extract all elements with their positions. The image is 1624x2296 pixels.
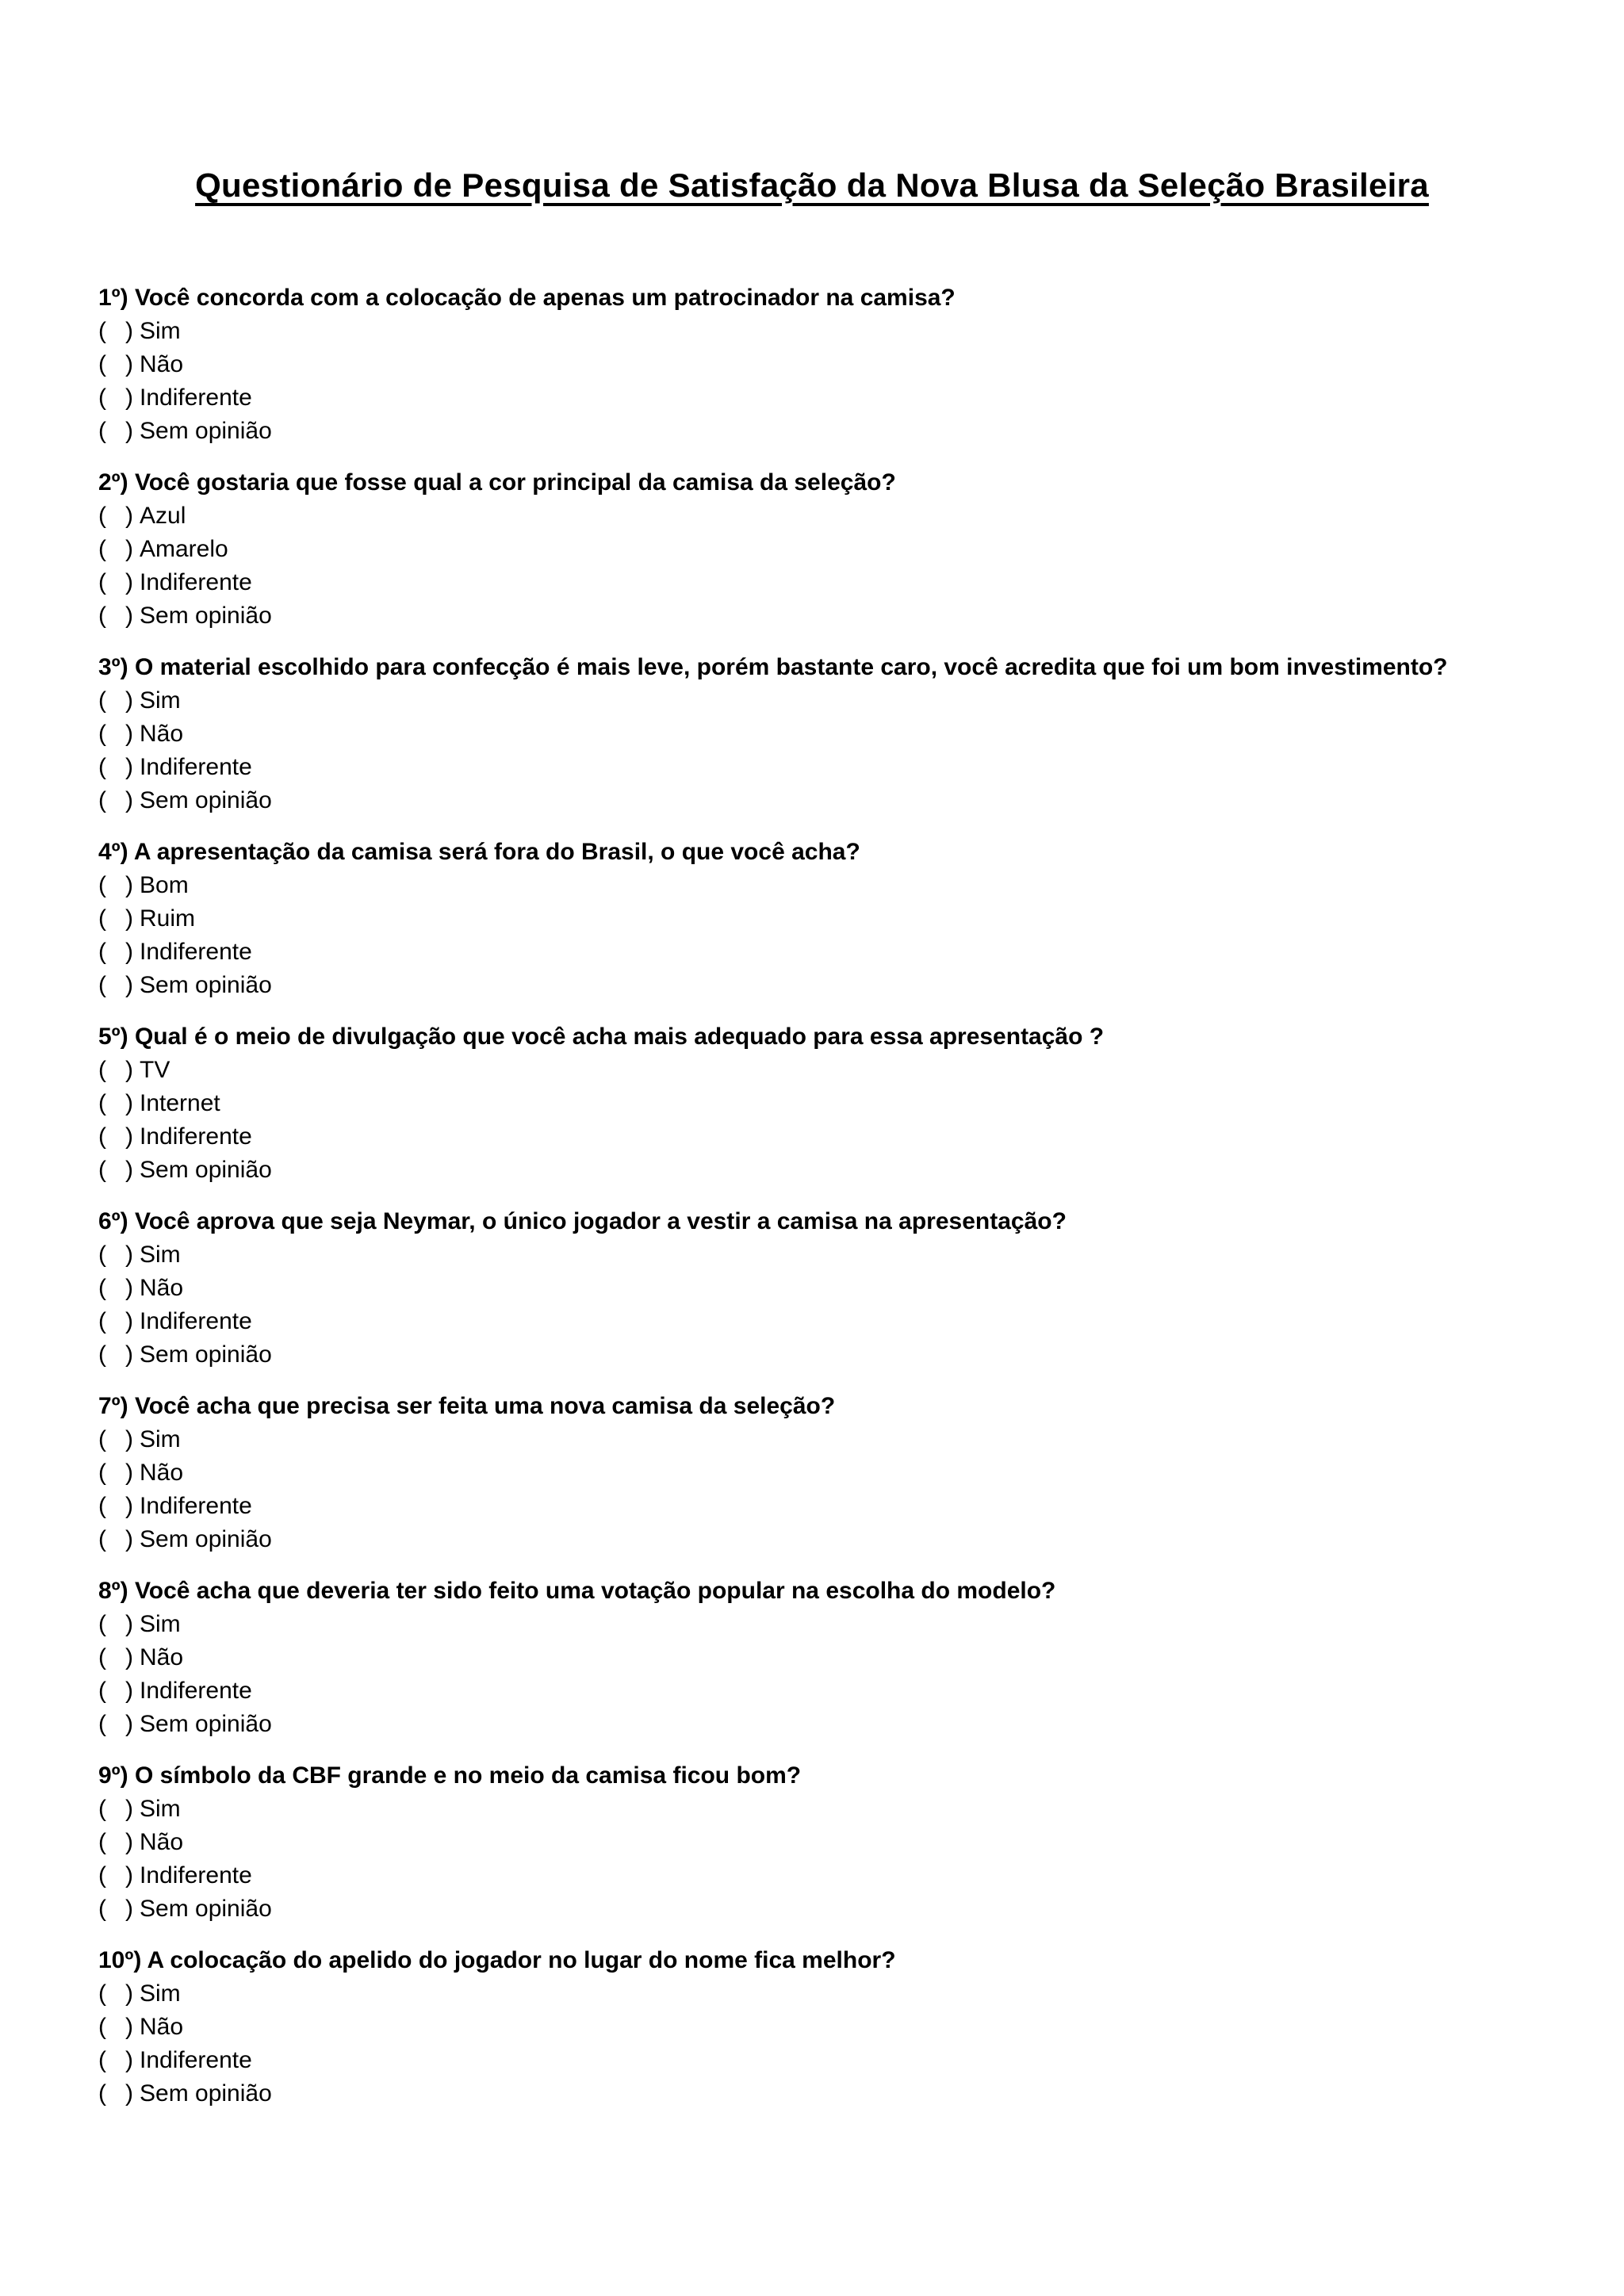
option-label: Sim — [140, 1796, 181, 1822]
answer-option[interactable] — [98, 784, 1565, 817]
question-text: 10º) A colocação do apelido do jogador no lugar do nome fica melhor? — [98, 1947, 896, 1973]
option-label: Sem opinião — [140, 1711, 272, 1737]
option-label: Indiferente — [140, 569, 252, 595]
question-1 — [98, 281, 1565, 448]
checkbox-blank[interactable]: ( ) — [98, 1090, 133, 1116]
answer-option[interactable] — [98, 1490, 1565, 1523]
option-label: Sem opinião — [140, 418, 272, 444]
option-label: Não — [140, 1275, 184, 1301]
answer-option[interactable] — [98, 533, 1565, 566]
question-8 — [98, 1575, 1565, 1741]
checkbox-blank[interactable]: ( ) — [98, 1711, 133, 1737]
option-label: Bom — [140, 872, 189, 898]
option-label: Sim — [140, 318, 181, 344]
question-2 — [98, 466, 1565, 633]
checkbox-blank[interactable]: ( ) — [98, 536, 133, 562]
answer-option[interactable] — [98, 1523, 1565, 1556]
checkbox-blank[interactable]: ( ) — [98, 1980, 133, 2007]
answer-option[interactable] — [98, 1423, 1565, 1456]
answer-option[interactable] — [98, 499, 1565, 533]
question-6 — [98, 1205, 1565, 1372]
question-text: 1º) Você concorda com a colocação de apenas um patrocinador na camisa? — [98, 285, 956, 311]
option-label: Amarelo — [140, 536, 228, 562]
answer-option[interactable] — [98, 415, 1565, 448]
page-title: Questionário de Pesquisa de Satisfação da Nova Blusa da Seleção Brasileira — [195, 166, 1429, 204]
checkbox-blank[interactable]: ( ) — [98, 503, 133, 529]
checkbox-blank[interactable]: ( ) — [98, 1644, 133, 1670]
checkbox-blank[interactable]: ( ) — [98, 1460, 133, 1486]
option-label: Sem opinião — [140, 1341, 272, 1368]
question-text: 2º) Você gostaria que fosse qual a cor principal da camisa da seleção? — [98, 469, 896, 496]
question-7 — [98, 1390, 1565, 1556]
option-label: Sim — [140, 1426, 181, 1452]
option-label: Indiferente — [140, 2047, 252, 2073]
option-label: Indiferente — [140, 754, 252, 780]
answer-option[interactable] — [98, 1120, 1565, 1154]
question-5 — [98, 1020, 1565, 1187]
option-label: Indiferente — [140, 1308, 252, 1334]
checkbox-blank[interactable]: ( ) — [98, 721, 133, 747]
checkbox-blank[interactable]: ( ) — [98, 687, 133, 714]
checkbox-blank[interactable]: ( ) — [98, 351, 133, 377]
checkbox-blank[interactable]: ( ) — [98, 1308, 133, 1334]
answer-option[interactable] — [98, 718, 1565, 751]
checkbox-blank[interactable]: ( ) — [98, 1829, 133, 1855]
answer-option[interactable] — [98, 1272, 1565, 1305]
question-9 — [98, 1759, 1565, 1926]
answer-option[interactable] — [98, 1708, 1565, 1741]
checkbox-blank[interactable]: ( ) — [98, 939, 133, 965]
checkbox-blank[interactable]: ( ) — [98, 1526, 133, 1552]
option-label: Sim — [140, 687, 181, 714]
answer-option[interactable] — [98, 1154, 1565, 1187]
checkbox-blank[interactable]: ( ) — [98, 1493, 133, 1519]
answer-option[interactable] — [98, 1793, 1565, 1826]
answer-option[interactable] — [98, 2077, 1565, 2110]
answer-option[interactable] — [98, 969, 1565, 1002]
checkbox-blank[interactable]: ( ) — [98, 2014, 133, 2040]
option-label: Sim — [140, 1242, 181, 1268]
answer-option[interactable] — [98, 599, 1565, 633]
checkbox-blank[interactable]: ( ) — [98, 1678, 133, 1704]
checkbox-blank[interactable]: ( ) — [98, 1862, 133, 1888]
checkbox-blank[interactable]: ( ) — [98, 385, 133, 411]
answer-option[interactable] — [98, 1608, 1565, 1641]
checkbox-blank[interactable]: ( ) — [98, 569, 133, 595]
checkbox-blank[interactable]: ( ) — [98, 1796, 133, 1822]
checkbox-blank[interactable]: ( ) — [98, 2047, 133, 2073]
answer-option[interactable] — [98, 936, 1565, 969]
checkbox-blank[interactable]: ( ) — [98, 754, 133, 780]
answer-option[interactable] — [98, 902, 1565, 936]
checkbox-blank[interactable]: ( ) — [98, 2080, 133, 2107]
option-label: Não — [140, 1460, 184, 1486]
answer-option[interactable] — [98, 2044, 1565, 2077]
option-label: Sem opinião — [140, 1896, 272, 1922]
option-label: Indiferente — [140, 385, 252, 411]
question-3 — [98, 651, 1565, 817]
question-text: 5º) Qual é o meio de divulgação que você acha mais adequado para essa apresentação ? — [98, 1024, 1105, 1050]
option-label: Não — [140, 721, 184, 747]
checkbox-blank[interactable]: ( ) — [98, 603, 133, 629]
option-label: Indiferente — [140, 1493, 252, 1519]
checkbox-blank[interactable]: ( ) — [98, 1341, 133, 1368]
checkbox-blank[interactable]: ( ) — [98, 872, 133, 898]
option-label: Internet — [140, 1090, 220, 1116]
checkbox-blank[interactable]: ( ) — [98, 972, 133, 998]
option-label: Sem opinião — [140, 2080, 272, 2107]
option-label: Azul — [140, 503, 186, 529]
option-label: Indiferente — [140, 939, 252, 965]
option-label: Não — [140, 1829, 184, 1855]
question-text: 4º) A apresentação da camisa será fora do Brasil, o que você acha? — [98, 839, 860, 865]
checkbox-blank[interactable]: ( ) — [98, 905, 133, 932]
option-label: Sem opinião — [140, 787, 272, 813]
answer-option[interactable] — [98, 1641, 1565, 1674]
question-text: 9º) O símbolo da CBF grande e no meio da camisa ficou bom? — [98, 1762, 802, 1789]
checkbox-blank[interactable]: ( ) — [98, 1426, 133, 1452]
option-label: Indiferente — [140, 1123, 252, 1150]
answer-option[interactable] — [98, 1859, 1565, 1892]
answer-option[interactable] — [98, 1087, 1565, 1120]
checkbox-blank[interactable]: ( ) — [98, 1057, 133, 1083]
option-label: Não — [140, 1644, 184, 1670]
question-10 — [98, 1944, 1565, 2110]
option-label: Não — [140, 2014, 184, 2040]
checkbox-blank[interactable]: ( ) — [98, 1242, 133, 1268]
answer-option[interactable] — [98, 1456, 1565, 1490]
question-text: 6º) Você aprova que seja Neymar, o único jogador a vestir a camisa na apresentação? — [98, 1208, 1067, 1234]
answer-option[interactable] — [98, 1826, 1565, 1859]
answer-option[interactable] — [98, 2011, 1565, 2044]
answer-option[interactable] — [98, 1892, 1565, 1926]
answer-option[interactable] — [98, 348, 1565, 381]
answer-option[interactable] — [98, 381, 1565, 415]
answer-option[interactable] — [98, 566, 1565, 599]
answer-option[interactable] — [98, 1977, 1565, 2011]
checkbox-blank[interactable]: ( ) — [98, 418, 133, 444]
option-label: Sim — [140, 1980, 181, 2007]
checkbox-blank[interactable]: ( ) — [98, 787, 133, 813]
checkbox-blank[interactable]: ( ) — [98, 1896, 133, 1922]
answer-option[interactable] — [98, 1338, 1565, 1372]
option-label: Sem opinião — [140, 972, 272, 998]
option-label: Ruim — [140, 905, 196, 932]
checkbox-blank[interactable]: ( ) — [98, 318, 133, 344]
answer-option[interactable] — [98, 1054, 1565, 1087]
option-label: Sem opinião — [140, 1526, 272, 1552]
answer-option[interactable] — [98, 315, 1565, 348]
checkbox-blank[interactable]: ( ) — [98, 1123, 133, 1150]
checkbox-blank[interactable]: ( ) — [98, 1275, 133, 1301]
checkbox-blank[interactable]: ( ) — [98, 1611, 133, 1637]
option-label: Indiferente — [140, 1862, 252, 1888]
option-label: TV — [140, 1057, 170, 1083]
checkbox-blank[interactable]: ( ) — [98, 1157, 133, 1183]
answer-option[interactable] — [98, 869, 1565, 902]
option-label: Sim — [140, 1611, 181, 1637]
question-text: 8º) Você acha que deveria ter sido feito uma votação popular na escolha do modelo? — [98, 1578, 1056, 1604]
answer-option[interactable] — [98, 1305, 1565, 1338]
answer-option[interactable] — [98, 684, 1565, 718]
answer-option[interactable] — [98, 751, 1565, 784]
question-4 — [98, 836, 1565, 1002]
option-label: Sem opinião — [140, 603, 272, 629]
question-text: 7º) Você acha que precisa ser feita uma nova camisa da seleção? — [98, 1393, 836, 1419]
option-label: Indiferente — [140, 1678, 252, 1704]
answer-option[interactable] — [98, 1674, 1565, 1708]
option-label: Sem opinião — [140, 1157, 272, 1183]
question-text: 3º) O material escolhido para confecção é mais leve, porém bastante caro, você acredita que foi um bom investimento? — [98, 654, 1448, 680]
answer-option[interactable] — [98, 1238, 1565, 1272]
option-label: Não — [140, 351, 184, 377]
